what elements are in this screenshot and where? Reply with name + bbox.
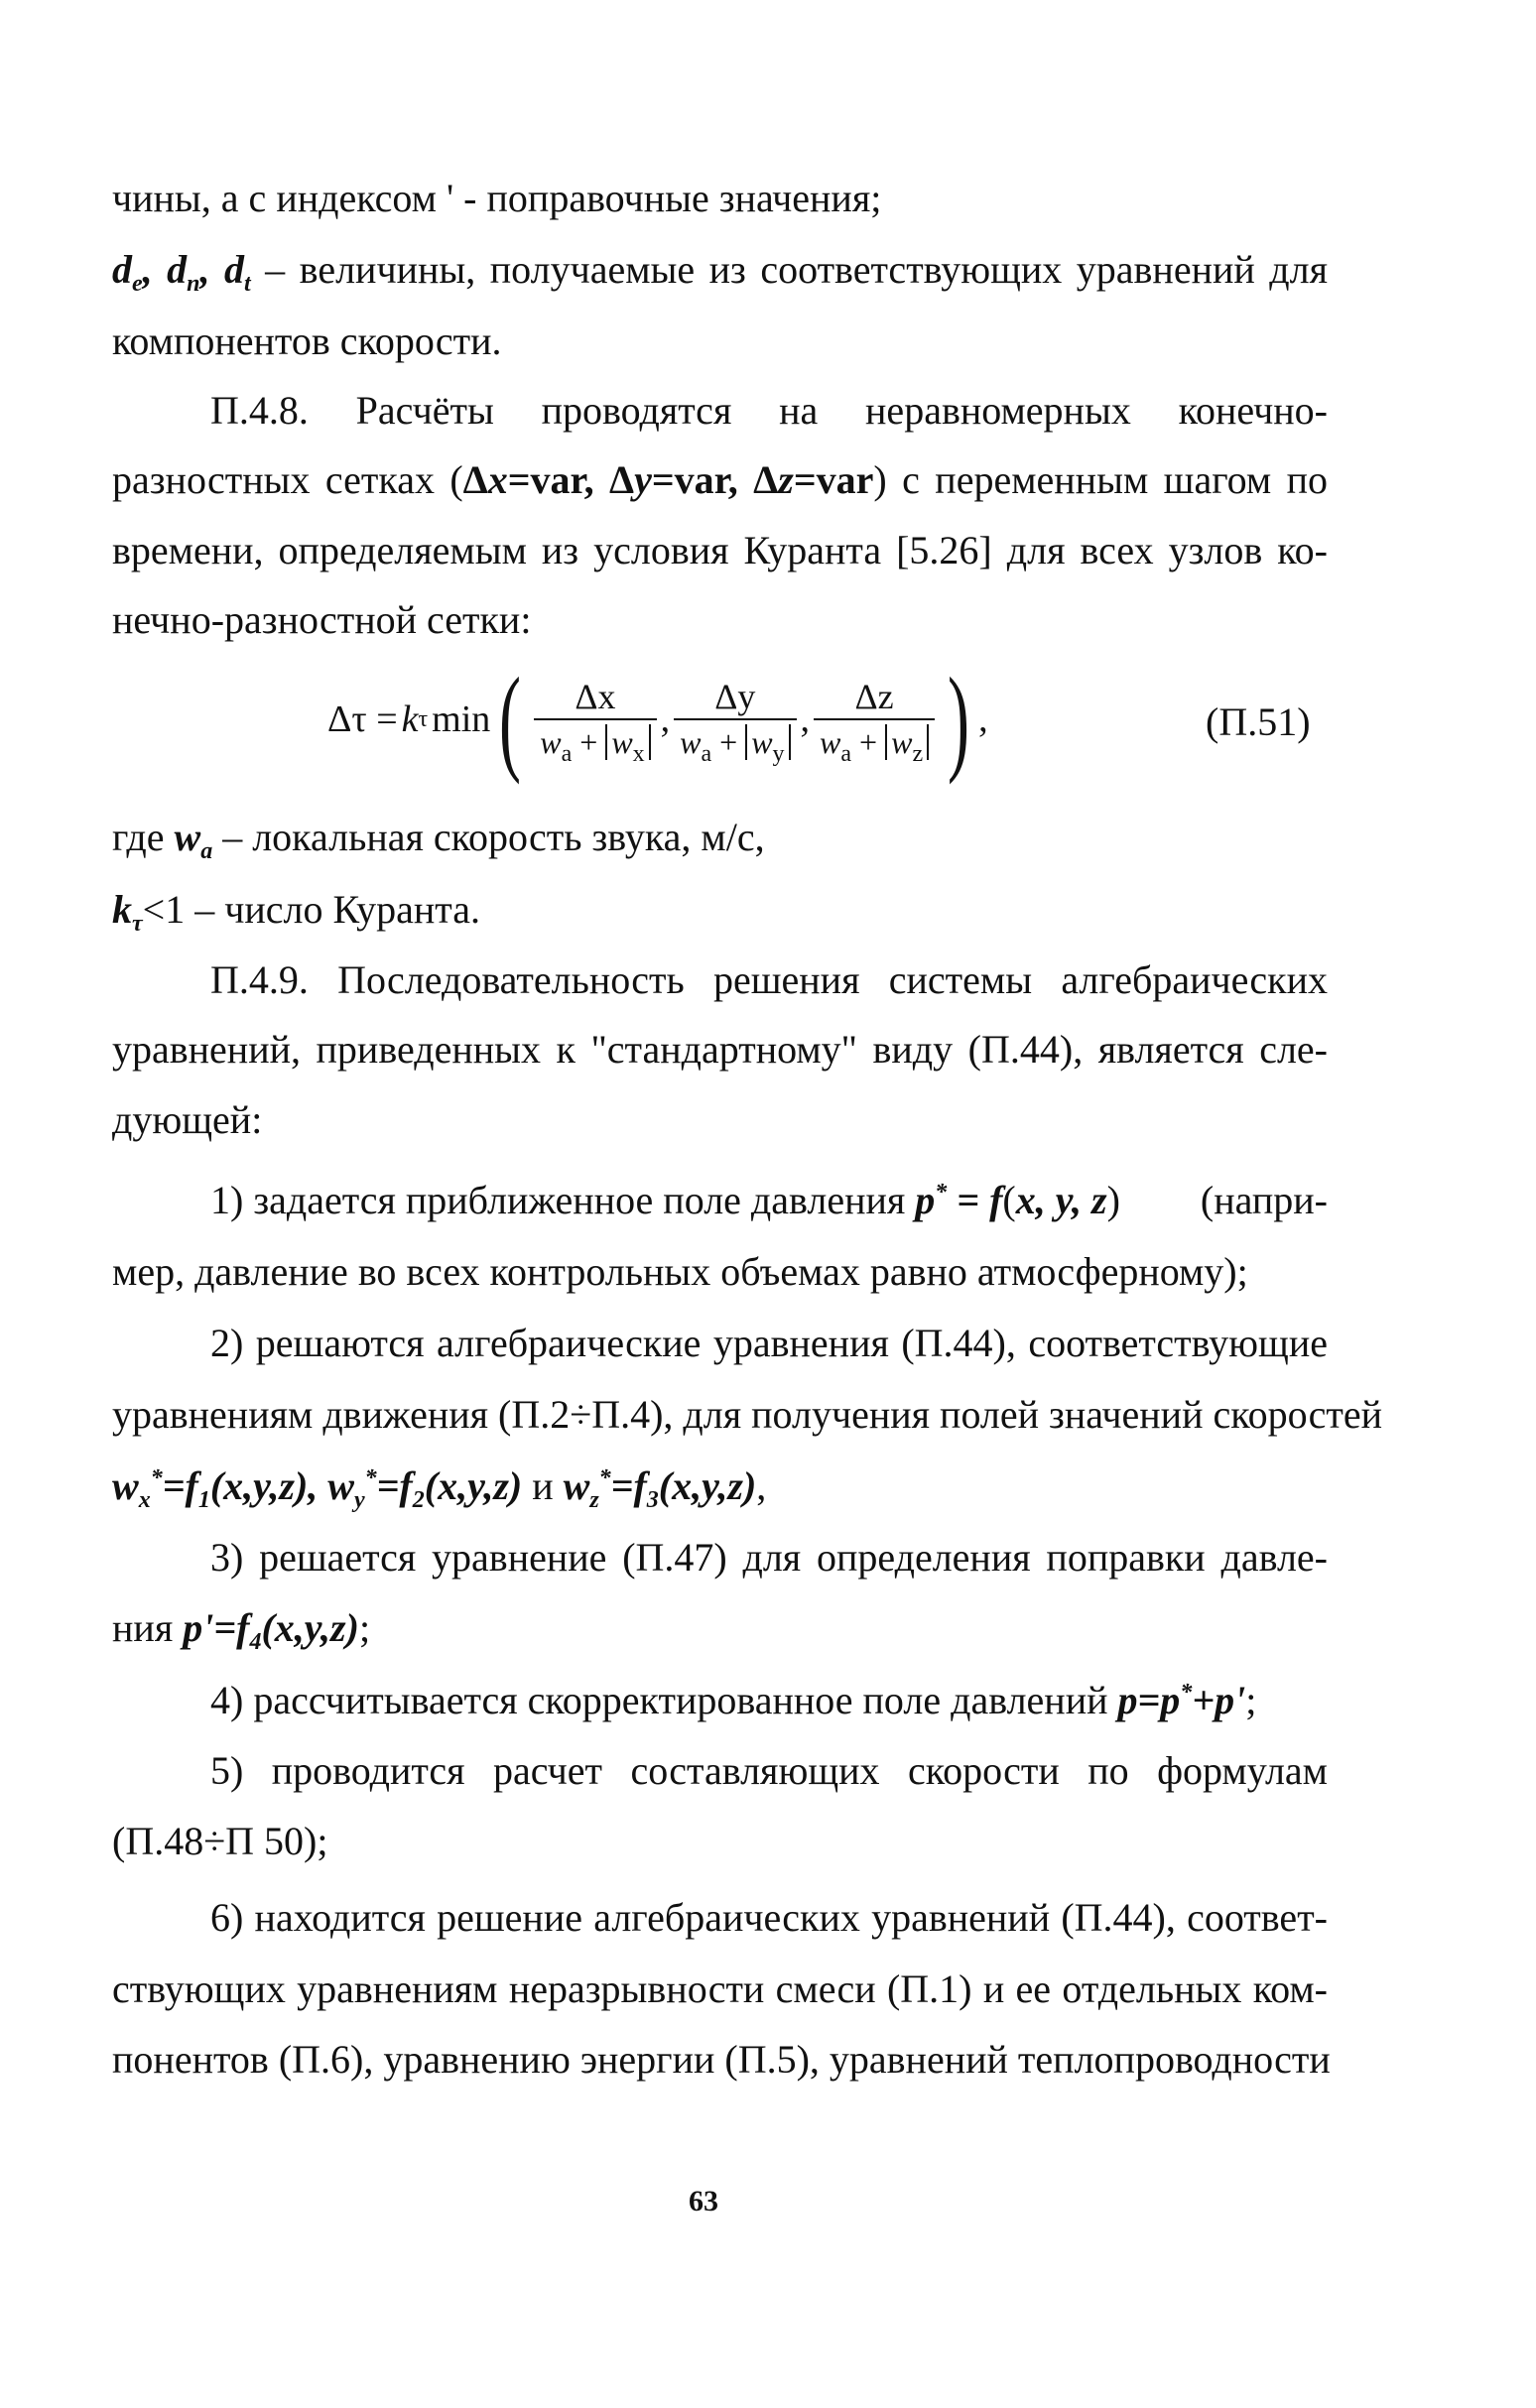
text-line: где $w_a$ – локальная скорость звука, м/с, bbox=[112, 815, 765, 864]
text-line: 1) задается приближенное поле давления p* = f(x, y, z) (напри- bbox=[210, 1178, 1328, 1222]
equation-label: (П.51) bbox=[1206, 699, 1311, 744]
text-line: (П.48÷П 50); bbox=[112, 1819, 328, 1863]
text-line: нечно-разностной сетки: bbox=[112, 597, 532, 642]
text-line: П.4.9. Последовательность решения системы алгебраических bbox=[210, 957, 1328, 1002]
page-number: 63 bbox=[689, 2185, 718, 2218]
text-line: $d_e$, $d_n$, $d_t$ – величины, получаемые из соответствующих уравнений для bbox=[112, 247, 1328, 297]
formula-p51: Δτ = k τ min ( $\frac{\Delta x}{w_a + w_x}$ , $\frac{\Delta y}{w_a + w_y}$ , $\frac{\Delta z}{w_a + w_z}$ ) , bbox=[327, 653, 988, 785]
text-line: компонентов скорости. bbox=[112, 318, 502, 363]
text-line: понентов (П.6), уравнению энергии (П.5), уравнений теплопроводности bbox=[112, 2037, 1331, 2082]
text-line: мер, давление во всех контрольных объемах равно атмосферному); bbox=[112, 1249, 1248, 1294]
text-line: 3) решается уравнение (П.47) для определения поправки давле- bbox=[210, 1535, 1328, 1580]
text-line: разностных сетках (Δx=var, Δy=var, Δz=var) с переменным шагом по bbox=[112, 457, 1329, 502]
text-line: 2) решаются алгебраические уравнения (П.44), соответствующие bbox=[210, 1321, 1328, 1365]
text-line: $k_\tau<1$ – число Куранта. bbox=[112, 887, 481, 937]
text-line: дующей: bbox=[112, 1097, 263, 1142]
text-line: П.4.8. Расчёты проводятся на неравномерных конечно- bbox=[210, 388, 1328, 433]
text-line: $w_x^*=f_1(x,y,z)$, $w_y^*=f_2(x,y,z)$ и $w_z^*=f_3(x,y,z)$, bbox=[112, 1463, 767, 1513]
text-line: 4) рассчитывается скорректированное поле давлений p=p*+p'; bbox=[210, 1678, 1257, 1722]
text-line: уравнениям движения (П.2÷П.4), для получения полей значений скоростей bbox=[112, 1392, 1383, 1437]
text-line: ствующих уравнениям неразрывности смеси (П.1) и ее отдельных ком- bbox=[112, 1966, 1328, 2011]
text-line: чины, а с индексом ' - поправочные значения; bbox=[112, 176, 882, 220]
text-line: ния $p'=f_4(x,y,z)$; bbox=[112, 1605, 371, 1655]
text-line: уравнений, приведенных к "стандартному" виду (П.44), является сле- bbox=[112, 1027, 1328, 1072]
text-line: 6) находится решение алгебраических уравнений (П.44), соответ- bbox=[210, 1895, 1328, 1940]
text-line: 5) проводится расчет составляющих скорости по формулам bbox=[210, 1748, 1328, 1793]
text-line: времени, определяемым из условия Куранта [5.26] для всех узлов ко- bbox=[112, 528, 1328, 572]
